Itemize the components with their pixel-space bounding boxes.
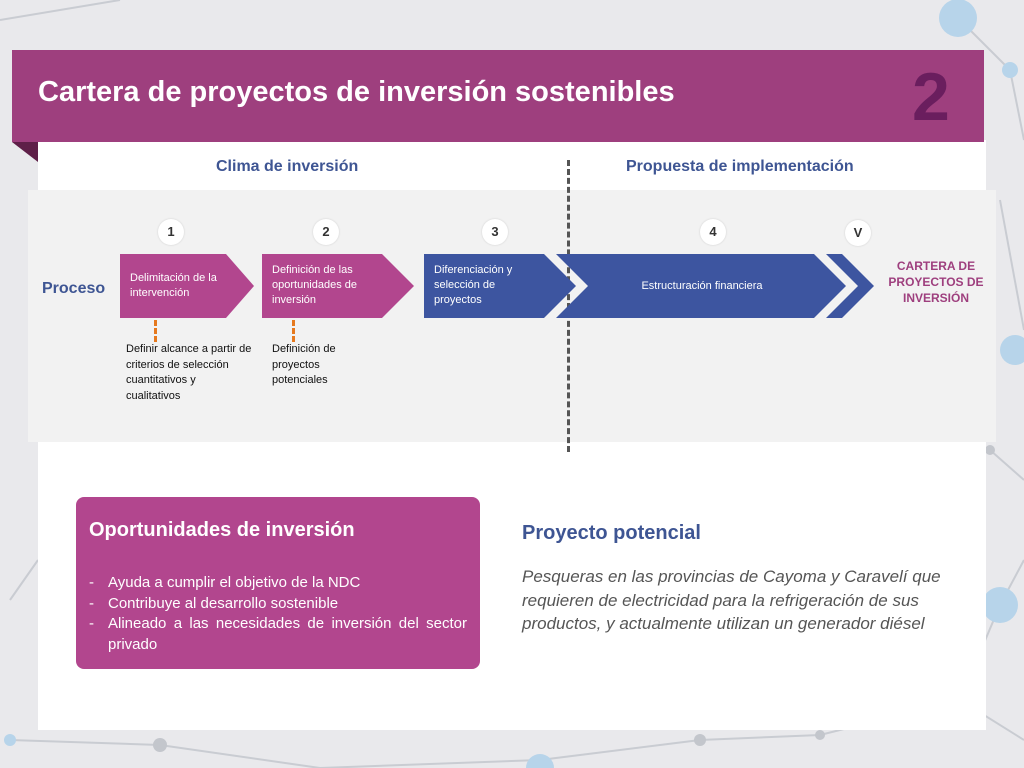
process-label: Proceso [42,280,106,297]
step-number-3: 3 [482,219,508,245]
opportunities-title: Oportunidades de inversión [89,519,355,541]
note-step-1: Definir alcance a partir de criterios de selección cuantitativos y cualitativos [126,343,252,402]
portfolio-result: CARTERA DE PROYECTOS DE INVERSIÓN [888,259,984,305]
step-number-4: 4 [700,219,726,245]
column-header-right: Propuesta de implementación [626,158,854,175]
note-step-2: Definición de proyectos potenciales [272,343,336,386]
step-number-1: 1 [158,219,184,245]
potential-project-text: Pesqueras en las provincias de Cayoma y Caravelí que requieren de electricidad para la refrigeración de sus productos, y actualmente utilizan un generador diésel [522,567,941,633]
connector-step-2 [292,320,295,342]
step-label-1: Delimitación de la intervención [130,272,217,299]
opportunities-box [76,497,480,669]
step-number-v: V [845,220,871,246]
list-item: - Alineado a las necesidades de inversión del sector privado [89,615,467,653]
column-header-left: Clima de inversión [216,158,359,175]
step-label-4: Estructuración financiera [641,280,763,292]
potential-project-title: Proyecto potencial [522,522,701,544]
connector-step-1 [154,320,157,342]
step-number-2: 2 [313,219,339,245]
opportunities-list [89,573,467,655]
slide-number: 2 [912,59,950,135]
step-label-3: Diferenciación y selección de proyectos [434,264,513,306]
step-label-2: Definición de las oportunidades de inversión [272,264,358,306]
list-item: - Contribuye al desarrollo sostenible [89,594,339,612]
list-item: - Ayuda a cumplir el objetivo de la NDC [89,574,361,591]
page-title: Cartera de proyectos de inversión sostenibles [38,76,675,108]
